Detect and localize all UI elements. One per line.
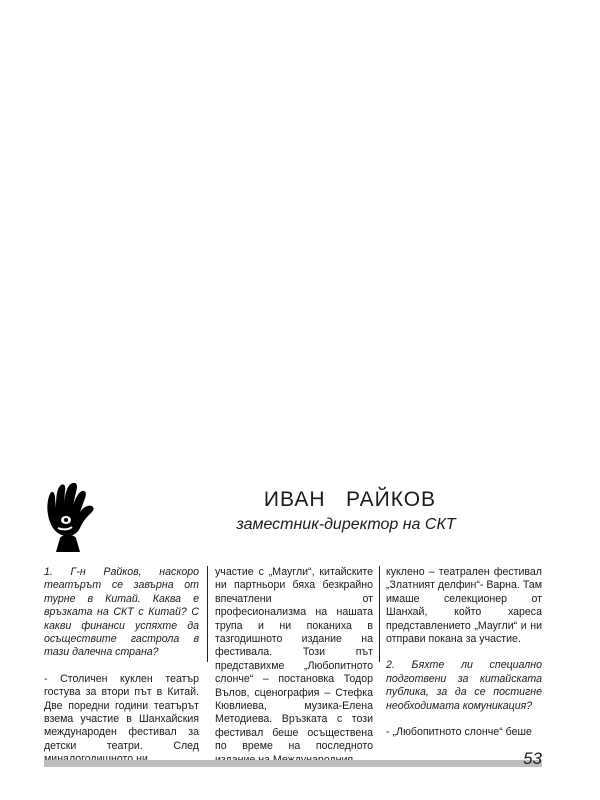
person-name xyxy=(200,488,500,512)
question-2: 2. Бяхте ли специално подготвени за китайската публика, за да се постигне необходимата комуникация? xyxy=(386,659,542,712)
column-divider xyxy=(207,566,208,662)
column-3 xyxy=(386,566,542,739)
person-title: заместник-директор на СКТ xyxy=(236,516,456,533)
footer-bar xyxy=(44,760,542,767)
hand-face-icon xyxy=(44,482,102,554)
question-1: 1. Г-н Райков, наскоро театърът се завърна от турне в Китай. Каква е връзката на СКТ с Китай? С какви финанси успяхте да осъществите гастрола в тази далечна страна? xyxy=(44,566,199,659)
answer-1-start: - Столичен куклен театър гостува за втори път в Китай. Две поредни години театърът взема участие в Шанхайския международен фестивал за детски театри. След xyxy=(44,672,199,752)
name-first: ИВАН xyxy=(263,488,326,511)
answer-1-end: куклено – театрален фестивал „Златният делфин“- Варна. Там имаше селекционер от Шанхай, който хареса представлението „Маугли“ и ни отправи покана за участие. xyxy=(386,566,542,646)
answer-1-continued: участие с „Маугли“, китайските ни партньори бяха безкрайно впечатлени от професионализма на нашата трупа и ни поканиха в тазгодишното издание на фестивала. Този път представихме „Любопитното слонче“ – постановка Тодор Вълов, сценография – Стефка Кювлиева, музика-Елена Методиева. Връзката с този фестивал беше осъществена по време на последното xyxy=(215,566,373,753)
name-last: РАЙКОВ xyxy=(346,488,437,511)
answer-2-start: - „Любопитното слонче“ беше xyxy=(386,726,532,739)
column-1 xyxy=(44,566,199,767)
page-number: 53 xyxy=(523,749,542,768)
column-divider xyxy=(379,566,380,662)
column-2 xyxy=(215,566,373,767)
